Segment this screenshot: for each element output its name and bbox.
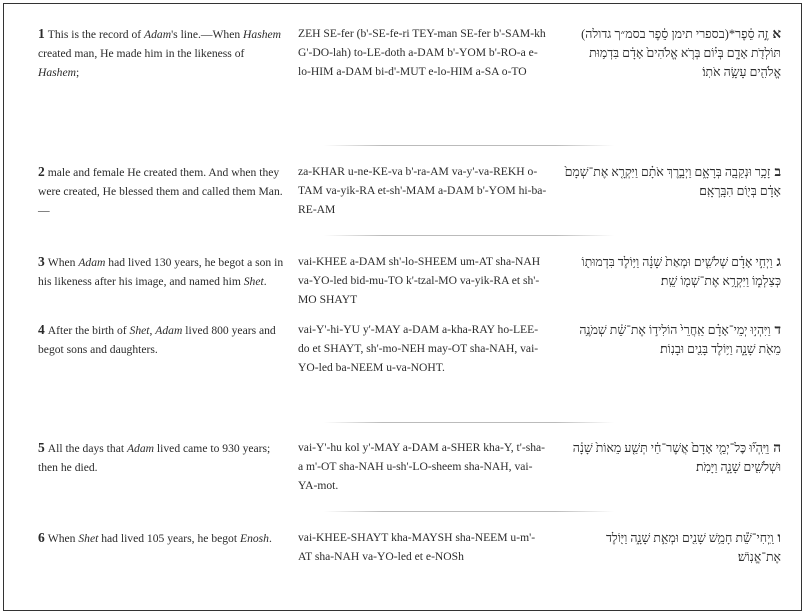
hebrew-verse-number: ו [777,530,781,545]
verse-number: 4 [38,322,45,337]
english-text [38,252,286,291]
hebrew-text [560,438,781,477]
hebrew-verse-number: ד [774,322,781,337]
hebrew-text [560,320,781,359]
english-text [38,162,286,220]
hebrew-verse: וַיְחִ֣י אָדָ֗ם שְׁלֹשִׁ֤ים וּמְאַת֙ שָׁנָ֔ה וַיּ֥וֹלֶד בִּדְמוּת֖וֹ כְּצַלְמ֑וֹ וַיִּקְרָ֥א אֶת־שְׁמ֖וֹ שֵֽׁת׃ [581,255,781,288]
english-text [38,320,286,359]
transliteration-text: vai-KHEE-SHAYT kha-MAYSH sha-NEEM u-m'-AT sha-NAH va-YO-led et e-NOSh [298,531,536,563]
italic-name: Hashem [243,28,282,41]
transliteration-text: vai-KHEE a-DAM sh'-lo-SHEEM um-AT sha-NAH va-YO-led bid-mu-TO k'-tzal-MO va-yik-RA et sh'-MO SHAYT [298,255,541,306]
english-text [38,528,286,548]
row-separator [324,145,614,146]
hebrew-text [560,252,781,291]
english-rich-text: male and female He created them. And when they were created, He blessed them and called them Man.— [38,166,283,217]
english-text [38,438,286,477]
english-rich-text: When Adam had lived 130 years, he begot a son in his likeness after his image, and named him Shet. [38,256,284,288]
hebrew-verse: וַֽיְחִי־שֵׁ֕ת חָמֵ֥שׁ שָׁנִ֖ים וּמְאַ֣ת שָׁנָ֑ה וַיּ֖וֹלֶד אֶת־אֱנֽוֹשׁ׃ [605,531,781,564]
verse-number: 1 [38,26,45,41]
hebrew-verse: זָכָ֥ר וּנְקֵבָ֖ה בְּרָאָ֑ם וַיְבָ֣רֶךְ אֹתָ֗ם וַיִּקְרָ֤א אֶת־שְׁמָם֙ אָדָ֔ם בְּי֖וֹם הִבָּֽרְאָֽם׃ [564,165,781,198]
italic-name: Shet [129,324,150,337]
italic-name: Adam [126,442,155,455]
transliteration-text: za-KHAR u-ne-KE-va b'-ra-AM va-y'-va-REKH o-TAM va-yik-RA et-sh'-MAM a-DAM b'-YOM hi-ba-RE-AM [298,165,547,216]
italic-name: Adam [155,324,183,337]
hebrew-text [560,528,781,567]
transliteration-text: vai-Y'-hu kol y'-MAY a-DAM a-SHER kha-Y, t'-sha-a m'-OT sha-NAH u-sh'-LO-sheem sha-NAH, vai-YA-mot. [298,441,546,492]
verse-number: 2 [38,164,45,179]
transliteration-text: ZEH SE-fer (b'-SE-fe-ri TEY-man SE-fer b'-SAM-kh G'-DO-lah) to-LE-doth a-DAM b'-YOM b'-RO-a e-lo-HIM a-DAM bi-d'-MUT e-lo-HIM a-SA o-TO [298,27,546,78]
english-rich-text: All the days that Adam lived came to 930 years; then he died. [38,442,271,474]
row-separator [324,422,614,423]
row-separator [324,235,614,236]
hebrew-verse-number: ב [774,164,781,179]
italic-name: Adam [144,28,172,41]
row-separator [324,511,614,512]
english-rich-text: This is the record of Adam's line.—When Hashem created man, He made him in the likeness of Hashem; [38,28,282,79]
italic-name: Adam [78,256,106,269]
hebrew-verse-number: ה [773,440,781,455]
hebrew-verse-number: ג [776,254,781,269]
italic-name: Enosh [239,532,269,545]
english-rich-text: When Shet had lived 105 years, he begot Enosh. [47,532,272,545]
italic-name: Shet [78,532,99,545]
english-rich-text: After the birth of Shet, Adam lived 800 years and begot sons and daughters. [38,324,276,356]
italic-name: Hashem [38,66,76,79]
hebrew-text [560,162,781,201]
hebrew-text [560,24,781,82]
hebrew-verse: וַיִּֽהְי֞וּ כׇּל־יְמֵ֤י אָדָם֙ אֲשֶׁר־חַ֔י תְּשַׁ֤ע מֵאוֹת֙ שָׁנָ֔ה וּשְׁלֹשִׁ֖ים שָׁנָ֑ה וַיָּמֹֽת׃ [572,441,781,474]
verse-table [3,3,802,611]
verse-number: 3 [38,254,45,269]
english-text [38,24,286,82]
transliteration-text: vai-Y'-hi-YU y'-MAY a-DAM a-kha-RAY ho-LEE-do et SHAYT, sh'-mo-NEH may-OT sha-NAH, vai-YO-led ba-NEEM u-va-NOHT. [298,323,539,374]
verse-number: 5 [38,440,45,455]
hebrew-verse: זֶ֣ה סֵ֔פֶר*(בספרי תימן סֵ֔פֶר בסמ״ך גדולה) תּוֹלְדֹ֖ת אָדָ֑ם בְּי֗וֹם בְּרֹ֤א אֱלֹהִים֙ אָדָ֔ם בִּדְמ֥וּת אֱלֹהִ֖ים עָשָׂ֥ה אֹתֽוֹ׃ [581,27,781,79]
hebrew-verse-number: א [772,26,781,41]
verse-number: 6 [38,530,45,545]
italic-name: Shet [243,275,264,288]
hebrew-verse: וַיִּהְי֣וּ יְמֵי־אָדָ֗ם אַֽחֲרֵי֙ הוֹלִיד֣וֹ אֶת־שֵׁ֔ת שְׁמֹנֶ֥ה מֵאֹ֖ת שָׁנָ֑ה וַיּ֥וֹלֶד בָּנִ֖ים וּבָנֽוֹת׃ [579,323,781,356]
